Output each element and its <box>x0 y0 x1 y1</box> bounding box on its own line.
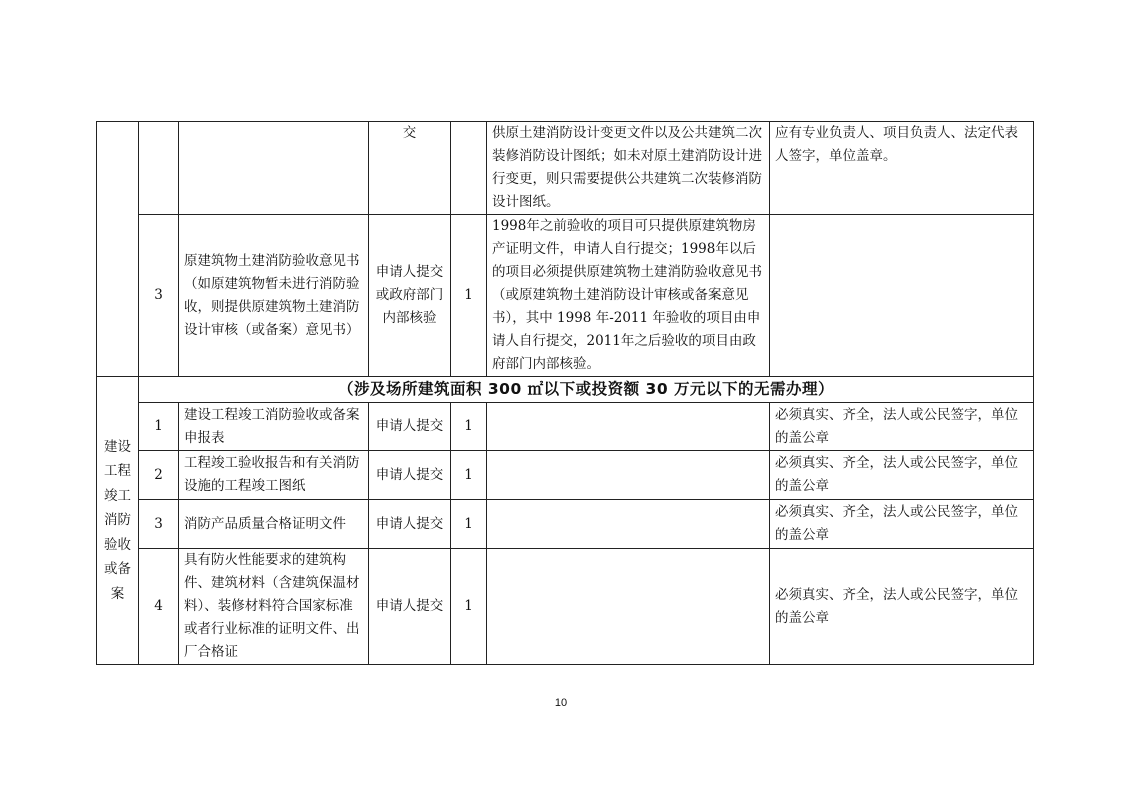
basis-cell <box>487 500 770 549</box>
submitter-cell: 申请人提交 <box>369 500 451 549</box>
copies-cell <box>451 122 487 215</box>
requirements-cell <box>770 215 1034 377</box>
copies-cell: 1 <box>451 500 487 549</box>
submitter-cell: 申请人提交或政府部门内部核验 <box>369 215 451 377</box>
number-cell: 3 <box>139 500 179 549</box>
table-row <box>97 215 1034 377</box>
page-number: 10 <box>554 697 568 709</box>
copies-cell: 1 <box>451 215 487 377</box>
requirements-cell: 必须真实、齐全，法人或公民签字，单位的盖公章 <box>770 403 1034 451</box>
requirements-cell: 必须真实、齐全，法人或公民签字，单位的盖公章 <box>770 549 1034 665</box>
basis-cell <box>487 403 770 451</box>
material-cell: 具有防火性能要求的建筑构件、建筑材料（含建筑保温材料）、装修材料符合国家标准或者行业标准的证明文件、出厂合格证 <box>179 549 369 665</box>
submitter-cell: 申请人提交 <box>369 549 451 665</box>
requirements-cell: 必须真实、齐全，法人或公民签字，单位的盖公章 <box>770 500 1034 549</box>
submitter-cell: 申请人提交 <box>369 451 451 500</box>
material-cell: 建设工程竣工消防验收或备案申报表 <box>179 403 369 451</box>
material-cell: 工程竣工验收报告和有关消防设施的工程竣工图纸 <box>179 451 369 500</box>
number-cell: 4 <box>139 549 179 665</box>
material-cell <box>179 122 369 215</box>
category-cell: 建设工程竣工消防验收或备案 <box>97 377 139 665</box>
basis-cell <box>487 451 770 500</box>
number-cell: 1 <box>139 403 179 451</box>
number-cell: 2 <box>139 451 179 500</box>
submitter-cell: 交 <box>369 122 451 215</box>
requirements-cell: 应有专业负责人、项目负责人、法定代表人签字，单位盖章。 <box>770 122 1034 215</box>
submitter-cell: 申请人提交 <box>369 403 451 451</box>
section-note: （涉及场所建筑面积 300 ㎡以下或投资额 30 万元以下的无需办理） <box>139 377 1034 403</box>
material-cell: 消防产品质量合格证明文件 <box>179 500 369 549</box>
number-cell: 3 <box>139 215 179 377</box>
basis-cell: 供原土建消防设计变更文件以及公共建筑二次装修消防设计图纸；如未对原土建消防设计进行变更，则只需要提供公共建筑二次装修消防设计图纸。 <box>487 122 770 215</box>
material-cell: 原建筑物土建消防验收意见书（如原建筑物暂未进行消防验收，则提供原建筑物土建消防设计审核（或备案）意见书） <box>179 215 369 377</box>
copies-cell: 1 <box>451 549 487 665</box>
table-row <box>97 377 1034 403</box>
basis-cell: 1998年之前验收的项目可只提供原建筑物房产证明文件，申请人自行提交；1998年以后的项目必须提供原建筑物土建消防验收意见书（或原建筑物土建消防设计审核或备案意见书），其中 1998 年-2011 年验收的项目由申请人自行提交，2011年之后验收的项目由政府部门内部核验。 <box>487 215 770 377</box>
table-row <box>97 549 1034 665</box>
basis-cell <box>487 549 770 665</box>
requirements-cell: 必须真实、齐全，法人或公民签字，单位的盖公章 <box>770 451 1034 500</box>
requirements-table <box>96 121 1034 665</box>
table-row <box>97 122 1034 215</box>
table-row <box>97 403 1034 451</box>
number-cell <box>139 122 179 215</box>
copies-cell: 1 <box>451 403 487 451</box>
table-row <box>97 500 1034 549</box>
table-row <box>97 451 1034 500</box>
copies-cell: 1 <box>451 451 487 500</box>
category-cell-empty <box>97 122 139 377</box>
